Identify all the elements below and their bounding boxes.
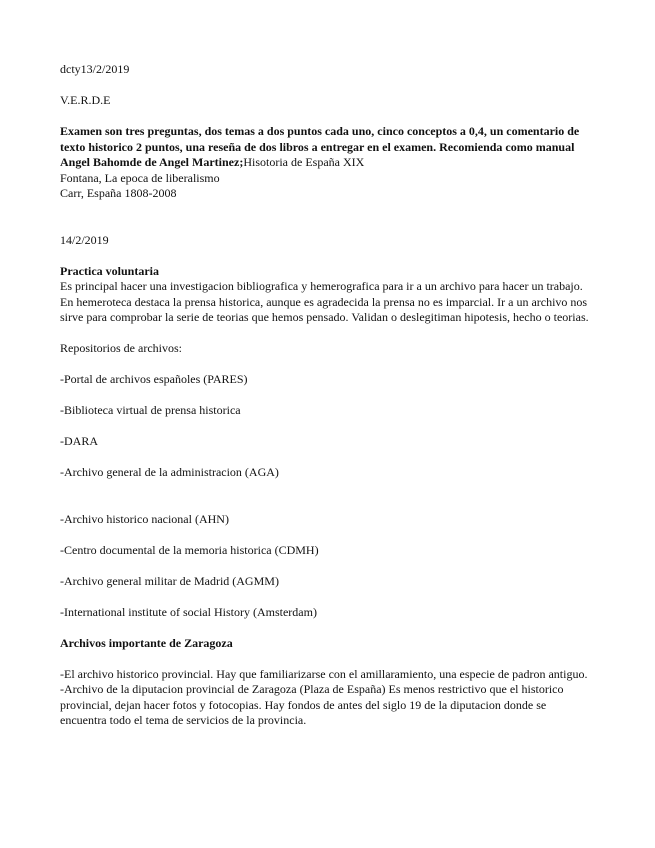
section2-heading: Practica voluntaria (60, 263, 159, 278)
exam-normal-text: Hisotoria de España XIX (243, 155, 365, 169)
repos-label: Repositorios de archivos: (60, 341, 182, 355)
section2-paragraph: Es principal hacer una investigacion bibliografica y hemerografica para ir a un archivo para hacer un trabajo. En hemeroteca destaca la prensa historica, aunque es agradecida la prensa no es imparcial. Ir a un archivo nos sirve para comprobar la serie de teorias que hemos pensado. Validan o deslegitiman hipotesis, hecho o teorias. (60, 279, 589, 324)
zaragoza-item-diputacion: -Archivo de la diputacion provincial de Zaragoza (Plaza de España) Es menos restrictivo que el historico provincial, dejan hacer fotos y fotocopias. Hay fondos de antes del siglo 19 de la diputacion donde se encuentra todo el tema de servicios de la provincia. (60, 682, 564, 727)
section3-heading: Archivos importante de Zaragoza (60, 635, 233, 650)
repo-item-cdmh: -Centro documental de la memoria historica (CDMH) (60, 542, 319, 557)
repo-item-pares: -Portal de archivos españoles (PARES) (60, 372, 248, 386)
document-page (60, 62, 595, 729)
repo-item-dara: -DARA (60, 434, 98, 448)
header-date: dcty13/2/2019 (60, 62, 130, 76)
repo-item-agmm: -Archivo general militar de Madrid (AGMM) (60, 573, 279, 588)
exam-bold-text: Examen son tres preguntas, dos temas a dos puntos cada uno, cinco conceptos a 0,4, un comentario de texto historico 2 puntos, una reseña de dos libros a entregar en el examen. Recomienda como manual Angel Bahomde de Angel Martinez; (60, 124, 580, 169)
exam-line-carr: Carr, España 1808-2008 (60, 186, 177, 200)
repo-item-aga: -Archivo general de la administracion (AGA) (60, 465, 279, 479)
header-acronym: V.E.R.D.E (60, 93, 111, 107)
zaragoza-item-provincial: -El archivo historico provincial. Hay que familiarizarse con el amillaramiento, una especie de padron antiguo. (60, 666, 588, 681)
repo-item-biblioteca: -Biblioteca virtual de prensa historica (60, 403, 241, 417)
repo-item-amsterdam: -International institute of social History (Amsterdam) (60, 604, 317, 619)
exam-paragraph (60, 124, 595, 171)
exam-line-fontana: Fontana, La epoca de liberalismo (60, 170, 220, 185)
repo-item-ahn: -Archivo historico nacional (AHN) (60, 511, 229, 526)
section2-date: 14/2/2019 (60, 232, 109, 247)
